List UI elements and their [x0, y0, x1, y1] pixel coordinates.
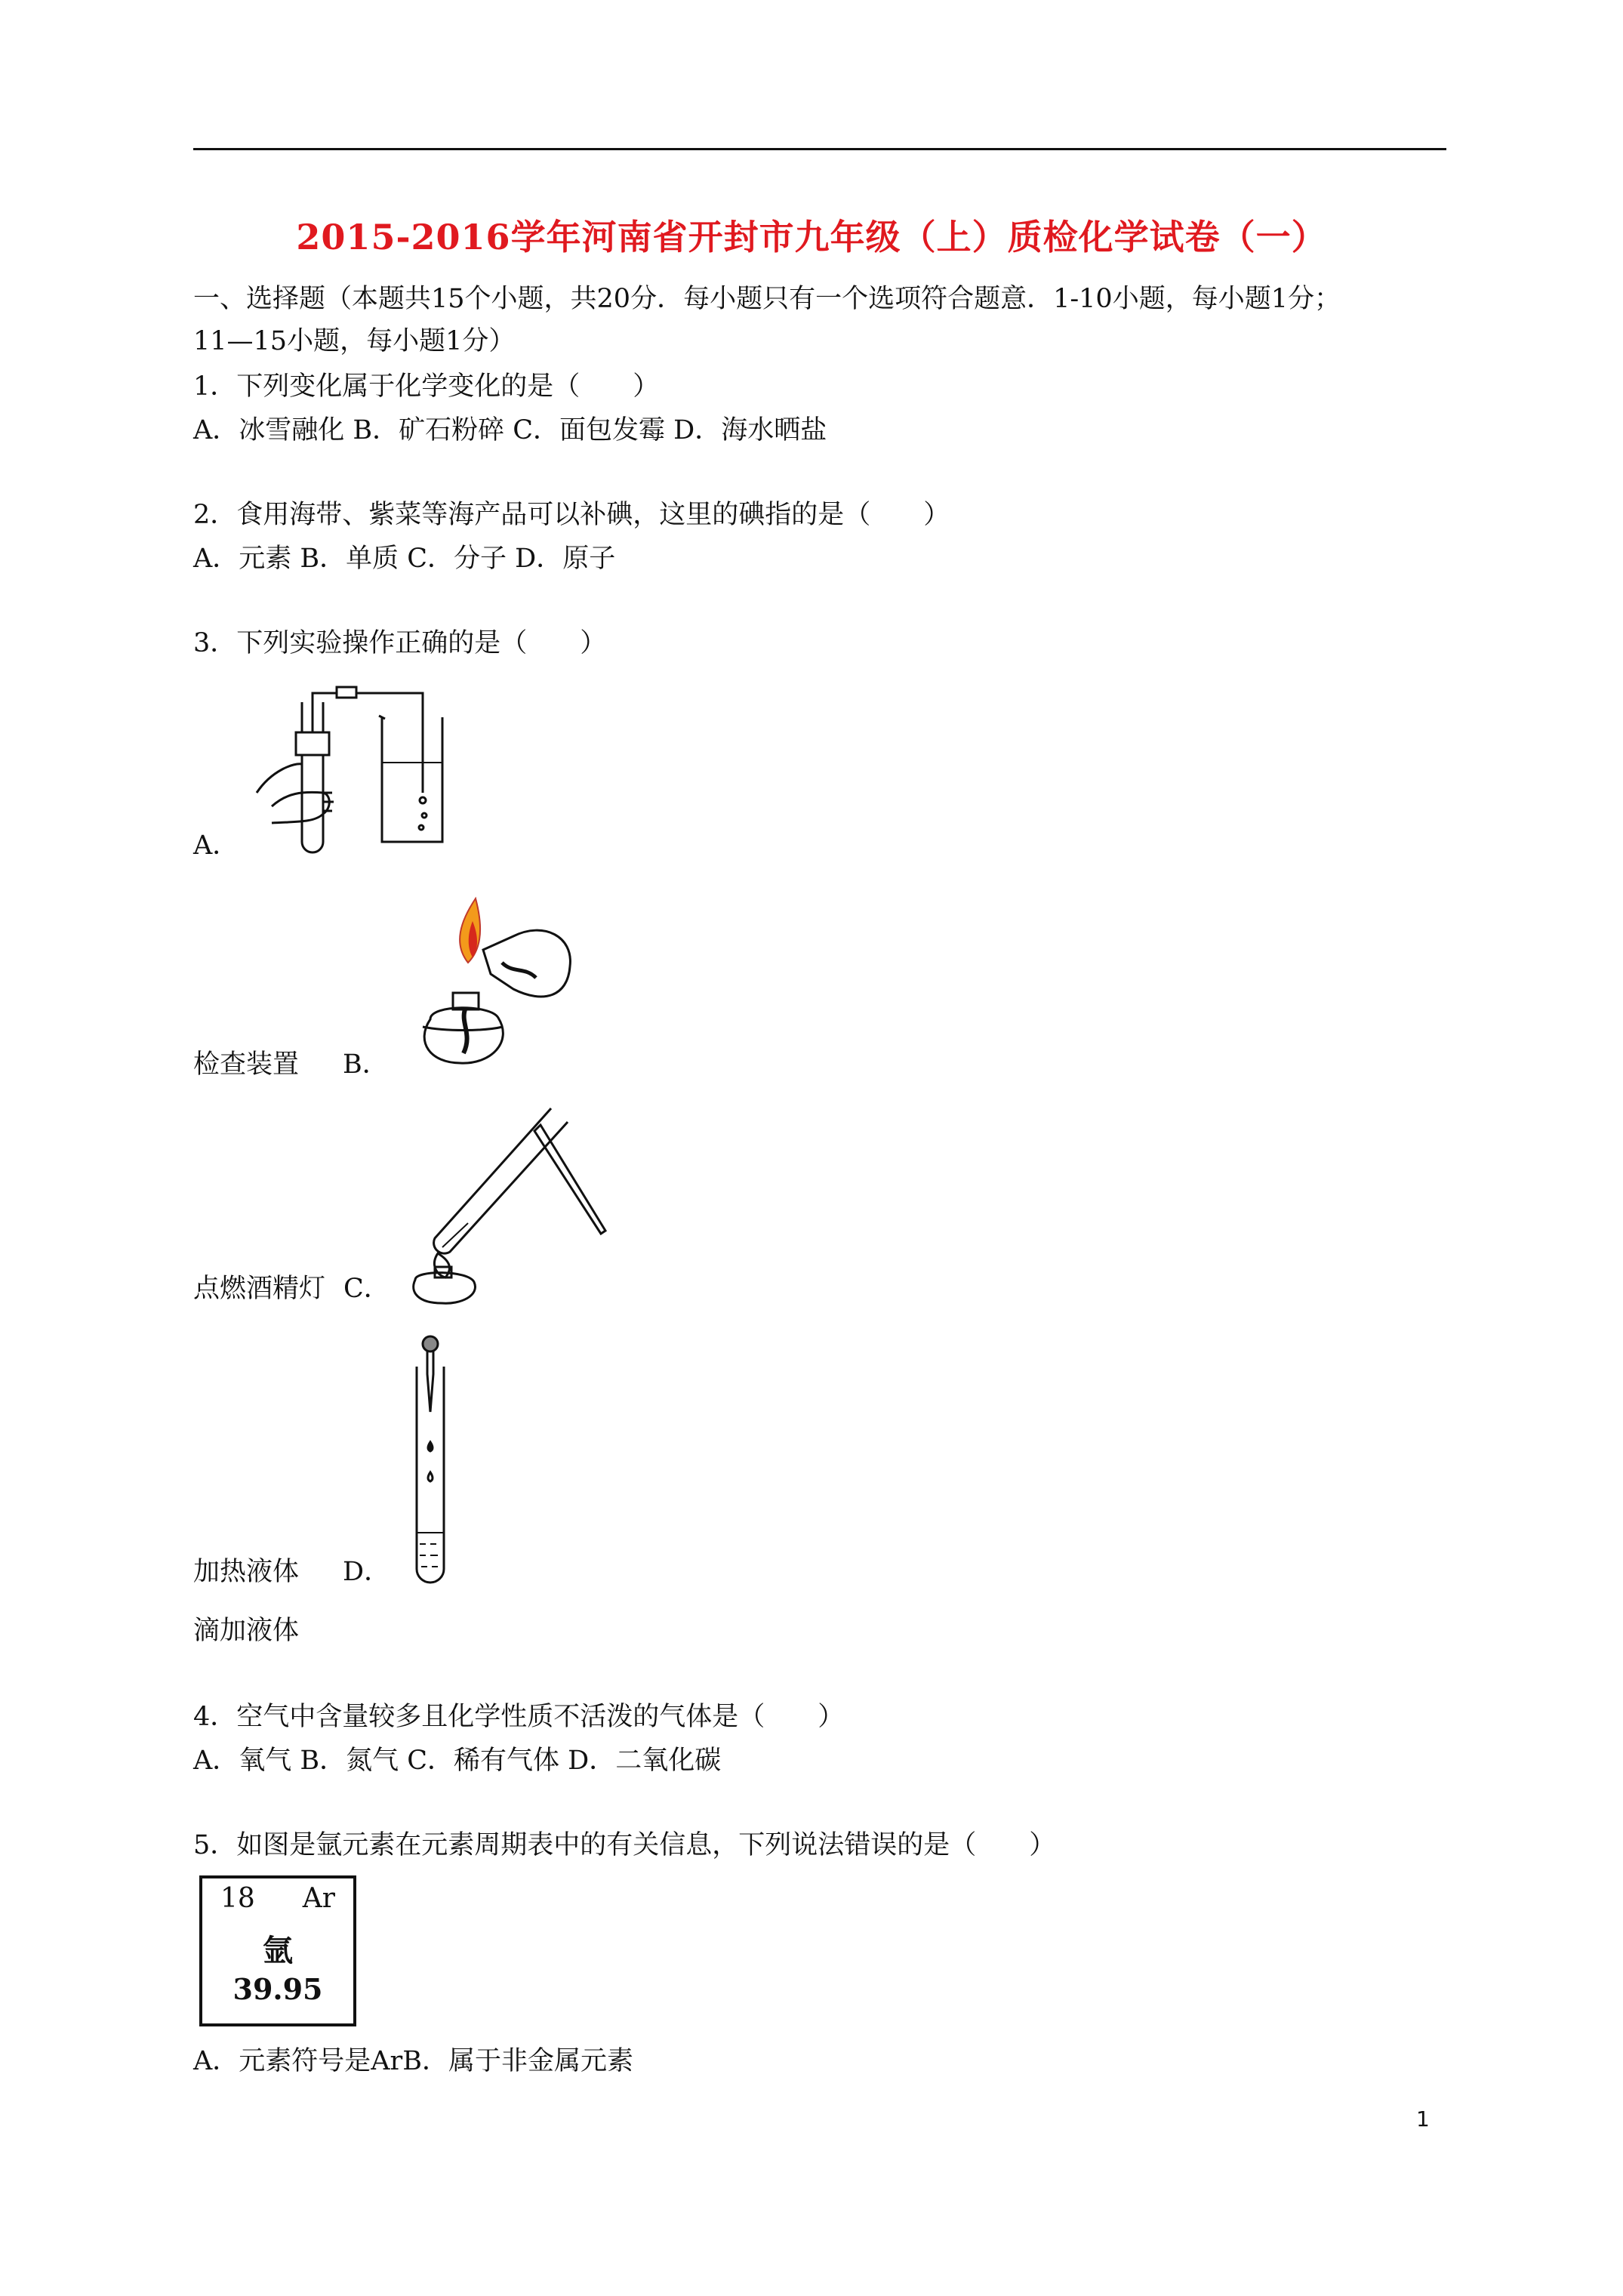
element-name: 氩 [263, 1933, 293, 1968]
q4-stem: 4．空气中含量较多且化学性质不活泼的气体是（ ） [193, 1702, 845, 1732]
page-number: 1 [1416, 2106, 1430, 2131]
q1-options: A．冰雪融化 B．矿石粉碎 C．面包发霉 D．海水晒盐 [193, 415, 827, 445]
q3-option-c-letter: C． [343, 1274, 390, 1304]
q4-options: A．氧气 B．氮气 C．稀有气体 D．二氧化碳 [193, 1746, 722, 1776]
element-atomic-mass: 39.95 [233, 1972, 323, 2006]
q2-stem: 2．食用海带、紫菜等海产品可以补碘，这里的碘指的是（ ） [193, 500, 950, 530]
q5-options: A．元素符号是ArB．属于非金属元素 [193, 2046, 634, 2076]
q3-row-d [193, 1555, 390, 1589]
q5-stem: 5．如图是氩元素在元素周期表中的有关信息，下列说法错误的是（ ） [193, 1830, 1056, 1860]
q2-options: A．元素 B．单质 C．分子 D．原子 [193, 544, 616, 574]
q3-caption-dropping-liquid: 滴加液体 [193, 1616, 300, 1646]
q3-row-c [193, 1272, 390, 1305]
element-card-argon [199, 1875, 356, 2026]
q3-row-b [193, 1048, 389, 1081]
q3-option-d-letter: D． [343, 1557, 391, 1587]
figure-heating-liquid [408, 1102, 619, 1306]
q3-option-a-letter: A． [193, 831, 239, 861]
q1-stem: 1．下列变化属于化学变化的是（ ） [193, 371, 660, 402]
header-rule [193, 148, 1446, 150]
element-atomic-number: 18 [220, 1883, 255, 1914]
q3-caption-check-apparatus: 检查装置 [193, 1049, 300, 1080]
page-title: 2015-2016学年河南省开封市九年级（上）质检化学试卷（一） [296, 217, 1327, 257]
figure-dropping-liquid [400, 1329, 460, 1586]
figure-lighting-lamp [400, 891, 581, 1080]
section-heading-line1: 一、选择题（本题共15个小题，共20分．每小题只有一个选项符合题意．1-10小题，每小题1分； [193, 284, 1341, 314]
q3-stem: 3．下列实验操作正确的是（ ） [193, 628, 607, 658]
q3-option-b-letter: B． [343, 1049, 389, 1080]
figure-check-apparatus [242, 680, 468, 861]
section-heading-line2: 11—15小题，每小题1分） [193, 326, 516, 356]
q3-caption-lighting-lamp: 点燃酒精灯 [193, 1274, 326, 1304]
element-symbol: Ar [302, 1883, 335, 1914]
q3-caption-heating-liquid: 加热液体 [193, 1557, 300, 1587]
